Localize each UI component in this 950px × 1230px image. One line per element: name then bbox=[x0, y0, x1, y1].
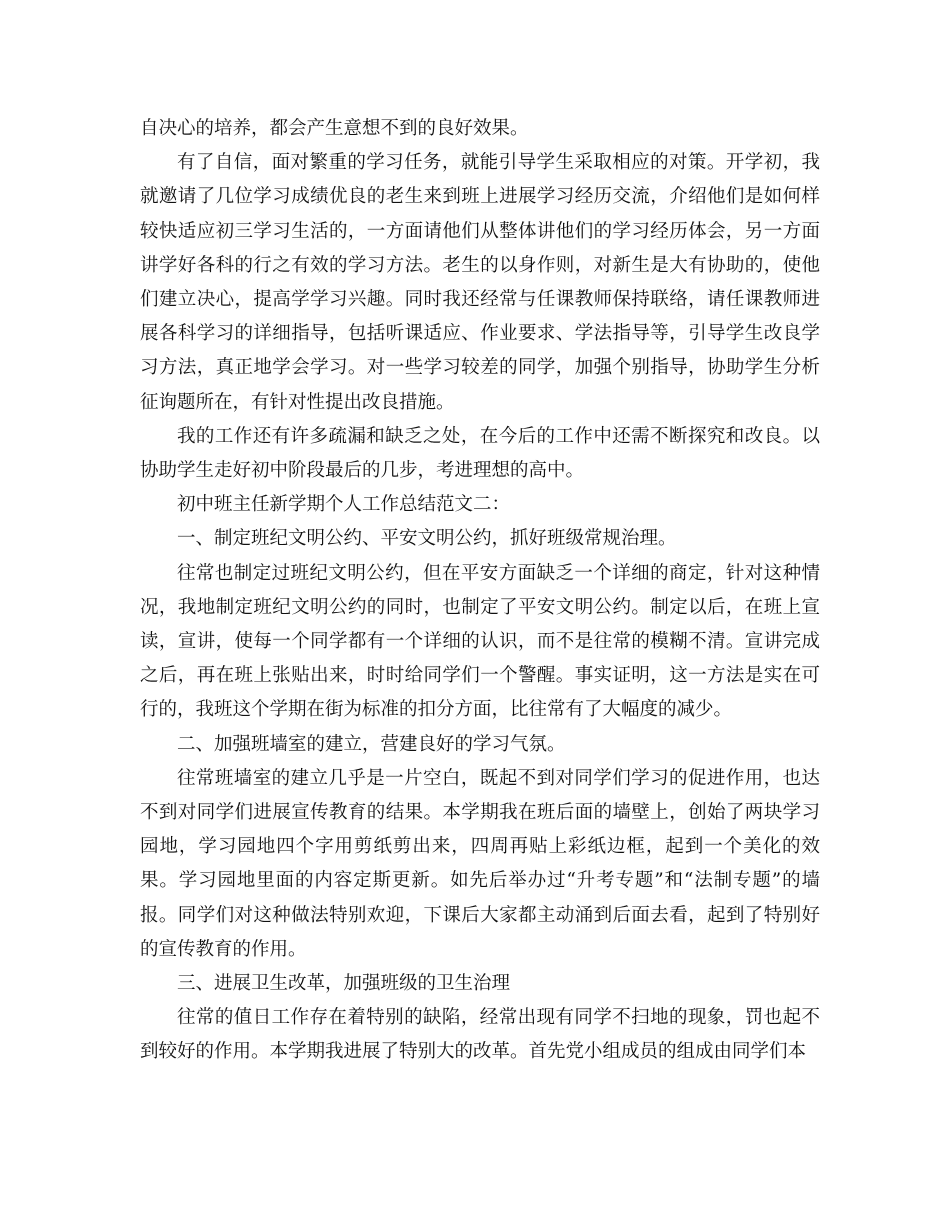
paragraph-5: 往常班墙室的建立几乎是一片空白，既起不到对同学们学习的促进作用，也达不到对同学们进展宣传教育的结果。本学期我在班后面的墙壁上，创始了两块学习园地，学习园地四个字用剪纸剪出来，四周再贴上彩纸边框，起到一个美化的效果。学习园地里面的内容定斯更新。如先后举办过“升考专题”和“法制专题”的墙报。同学们对这种做法特别欢迎，下课后大家都主动涌到后面去看，起到了特别好的宣传教育的作用。 bbox=[140, 767, 820, 960]
paragraph-1: 自决心的培养，都会产生意想不到的良好效果。 bbox=[140, 118, 529, 139]
paragraph-6: 往常的值日工作存在着特别的缺陷，经常出现有同学不扫地的现象，罚也起不到较好的作用。本学期我进展了特别大的改革。首先党小组成员的组成由同学们本 bbox=[140, 1007, 820, 1063]
heading-3: 三、进展卫生改革，加强班级的卫生治理 bbox=[177, 973, 511, 995]
section-title-2: 初中班主任新学期个人工作总结范文二： bbox=[177, 494, 511, 516]
heading-2: 二、加强班墙室的建立，营建良好的学习气氛。 bbox=[177, 733, 566, 755]
heading-1: 一、制定班纪文明公约、平安文明公约，抓好班级常规治理。 bbox=[177, 528, 677, 550]
paragraph-3: 我的工作还有许多疏漏和缺乏之处，在今后的工作中还需不断探究和改良。以协助学生走好初中阶段最后的几步，考进理想的高中。 bbox=[140, 425, 820, 482]
document-body bbox=[140, 112, 820, 1070]
paragraph-2: 有了自信，面对繁重的学习任务，就能引导学生采取相应的对策。开学初，我就邀请了几位学习成绩优良的老生来到班上进展学习经历交流，介绍他们是如何样较快适应初三学习生活的，一方面请他们从整体讲他们的学习经历体会，另一方面讲学好各科的行之有效的学习方法。老生的以身作则，对新生是大有协助的，使他们建立决心，提高学学习兴趣。同时我还经常与任课教师保持联络，请任课教师进展各科学习的详细指导，包括听课适应、作业要求、学法指导等，引导学生改良学习方法，真正地学会学习。对一些学习较差的同学，加强个别指导，协助学生分析征询题所在，有针对性提出改良措施。 bbox=[140, 152, 820, 413]
paragraph-4: 往常也制定过班纪文明公约，但在平安方面缺乏一个详细的商定，针对这种情况，我地制定班纪文明公约的同时，也制定了平安文明公约。制定以后，在班上宣读，宣讲，使每一个同学都有一个详细的认识，而不是往常的模糊不清。宣讲完成之后，再在班上张贴出来，时时给同学们一个警醒。事实证明，这一方法是实在可行的，我班这个学期在街为标准的扣分方面，比往常有了大幅度的减少。 bbox=[140, 562, 820, 721]
